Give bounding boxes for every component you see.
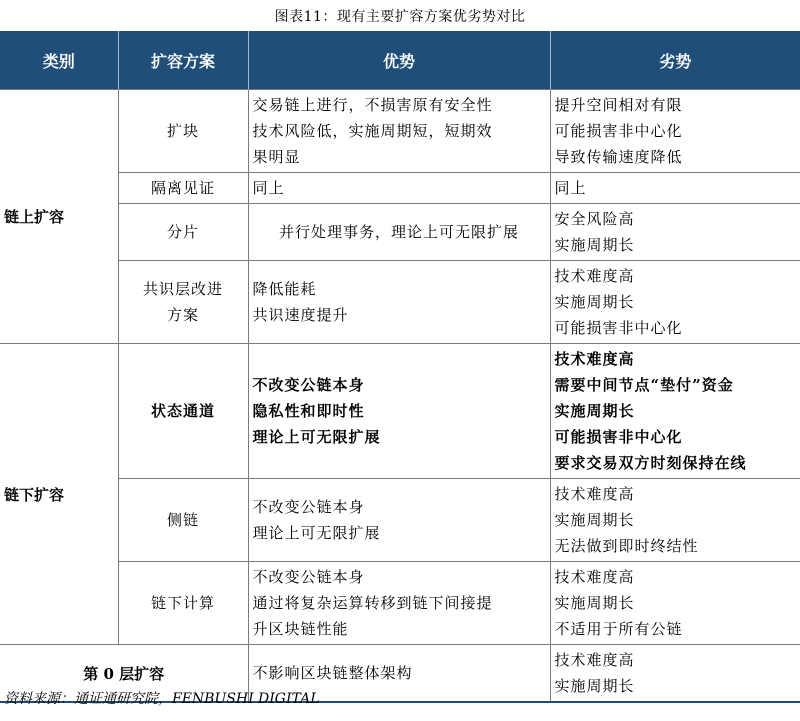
scheme-label: 侧链 [166, 511, 199, 529]
table-row [0, 173, 800, 204]
pros-line: 通过将复杂运算转移到链下间接提 [252, 594, 493, 612]
pros-line: 果明显 [252, 148, 301, 166]
scheme-label: 隔离见证 [150, 179, 215, 197]
pros-line: 降低能耗 [252, 280, 317, 298]
cons-line: 实施周期长 [554, 511, 635, 529]
scheme-label: 状态通道 [150, 402, 215, 420]
table-row [0, 261, 800, 344]
table-title: 图表11：现有主要扩容方案优劣势对比 [274, 9, 526, 25]
pros-line: 共识速度提升 [252, 306, 349, 324]
cons-line: 提升空间相对有限 [554, 96, 683, 114]
cons-cell [550, 344, 800, 479]
pros-cell [248, 173, 550, 204]
cons-line: 技术难度高 [554, 350, 635, 368]
pros-line: 不改变公链本身 [252, 498, 365, 516]
cons-line: 实施周期长 [554, 293, 635, 311]
cons-line: 技术难度高 [554, 267, 635, 285]
scheme-cell [118, 204, 248, 261]
cons-line: 需要中间节点“垫付”资金 [554, 376, 734, 394]
cons-line: 技术难度高 [554, 485, 635, 503]
pros-line: 不改变公链本身 [252, 376, 365, 394]
table-row [0, 562, 800, 645]
cons-line: 实施周期长 [554, 236, 635, 254]
cons-line: 导致传输速度降低 [554, 148, 683, 166]
pros-cell [248, 562, 550, 645]
scheme-cell [118, 562, 248, 645]
category-offchain: 链下扩容 [0, 344, 118, 645]
scheme-cell [118, 479, 248, 562]
pros-cell [248, 261, 550, 344]
scheme-label: 链下计算 [150, 594, 215, 612]
source-note: 资料来源：通证通研究院，FENBUSHI DIGITAL [4, 691, 320, 707]
pros-line: 不影响区块链整体架构 [252, 664, 413, 682]
pros-cell [248, 344, 550, 479]
table-row [0, 344, 800, 479]
pros-line: 理论上可无限扩展 [252, 428, 381, 446]
pros-line: 升区块链性能 [252, 620, 349, 638]
cons-line: 实施周期长 [554, 402, 635, 420]
category-layer0: 第 0 层扩容 [0, 645, 248, 703]
pros-cell [248, 90, 550, 173]
pros-line: 理论上可无限扩展 [252, 524, 381, 542]
pros-cell [248, 479, 550, 562]
scheme-cell [118, 90, 248, 173]
pros-cell [248, 204, 550, 261]
scheme-label: 扩块 [166, 122, 199, 140]
pros-line: 技术风险低，实施周期短，短期效 [252, 122, 493, 140]
cons-line: 技术难度高 [554, 568, 635, 586]
cons-cell [550, 204, 800, 261]
cons-line: 安全风险高 [554, 210, 635, 228]
cons-cell [550, 173, 800, 204]
cons-cell [550, 261, 800, 344]
cons-line: 实施周期长 [554, 594, 635, 612]
scheme-cell [118, 261, 248, 344]
header-pros: 优势 [248, 31, 550, 90]
cons-cell [550, 90, 800, 173]
cons-line: 不适用于所有公链 [554, 620, 683, 638]
table-row [0, 479, 800, 562]
cons-line: 无法做到即时终结性 [554, 537, 699, 555]
cons-cell [550, 562, 800, 645]
header-row [0, 31, 800, 90]
scheme-cell [118, 173, 248, 204]
table-row [0, 90, 800, 173]
pros-line: 不改变公链本身 [252, 568, 365, 586]
cons-line: 可能损害非中心化 [554, 319, 683, 337]
pros-line: 同上 [252, 179, 285, 197]
scheme-label: 方案 [166, 306, 199, 324]
scheme-cell [118, 344, 248, 479]
table-row [0, 204, 800, 261]
cons-line: 技术难度高 [554, 651, 635, 669]
comparison-table [0, 31, 800, 703]
pros-line: 并行处理事务，理论上可无限扩展 [278, 223, 519, 241]
pros-line: 隐私性和即时性 [252, 402, 365, 420]
pros-line: 交易链上进行，不损害原有安全性 [252, 96, 493, 114]
cons-line: 要求交易双方时刻保持在线 [554, 454, 747, 472]
cons-cell [550, 645, 800, 703]
scheme-label: 分片 [166, 223, 199, 241]
category-onchain: 链上扩容 [0, 90, 118, 344]
cons-line: 可能损害非中心化 [554, 428, 683, 446]
header-scheme: 扩容方案 [118, 31, 248, 90]
header-category: 类别 [0, 31, 118, 90]
cons-line: 同上 [554, 179, 587, 197]
header-cons: 劣势 [550, 31, 800, 90]
scheme-label: 共识层改进 [142, 280, 223, 298]
cons-line: 实施周期长 [554, 677, 635, 695]
cons-line: 可能损害非中心化 [554, 122, 683, 140]
cons-cell [550, 479, 800, 562]
